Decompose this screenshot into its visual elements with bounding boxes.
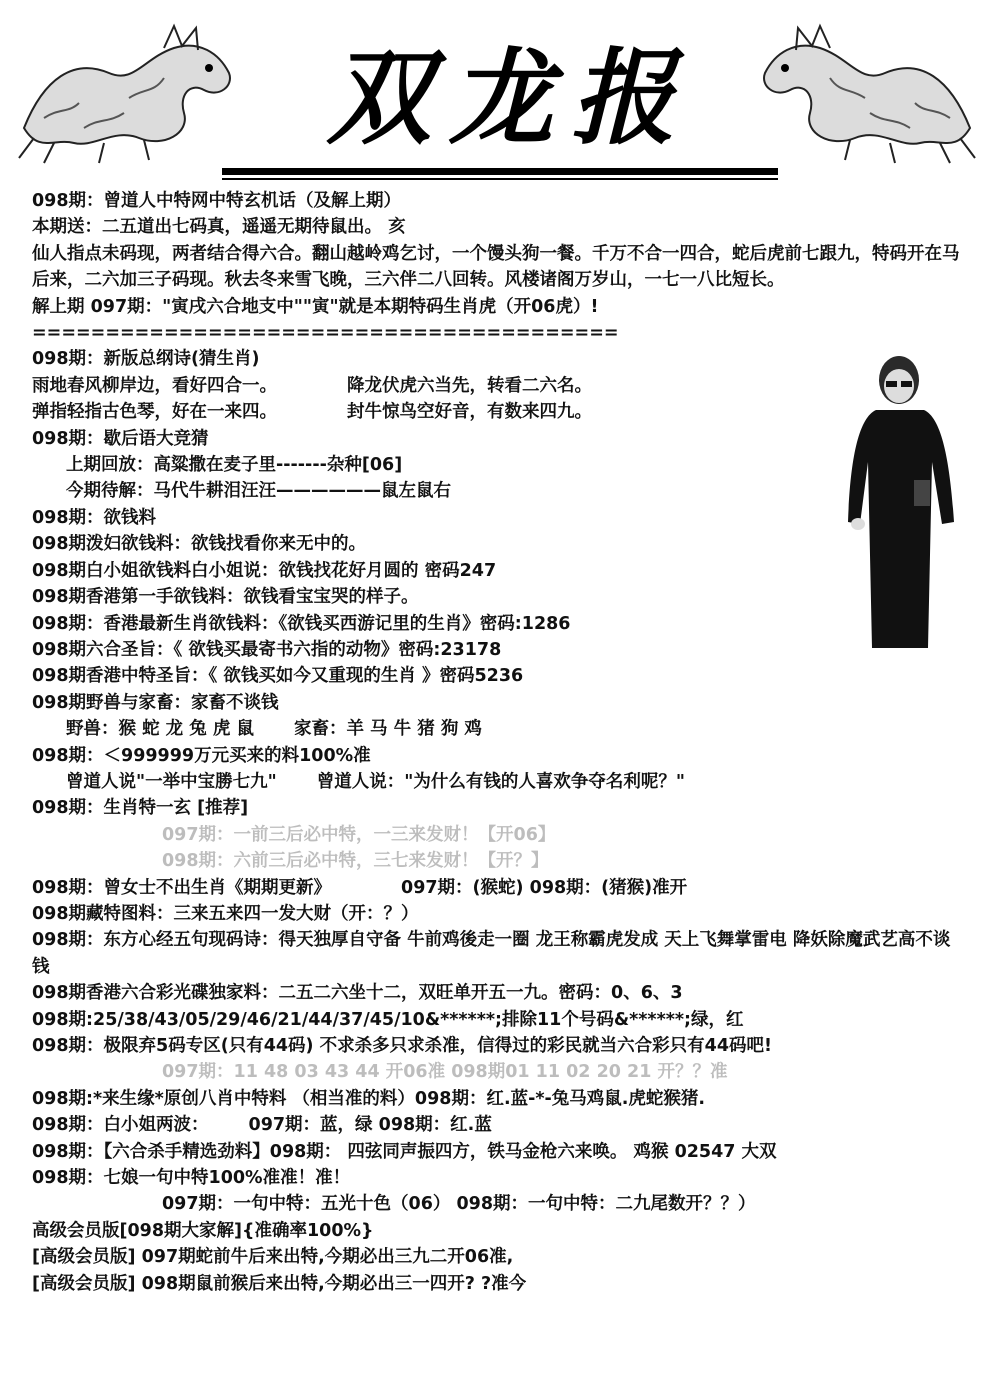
text-line: 098期泼妇欲钱料：欲钱找看你来无中的。	[32, 534, 367, 555]
text-line: 098期：香港最新生肖欲钱料：《欲钱买西游记里的生肖》密码:1286	[32, 613, 571, 634]
text-line: 098期：歇后语大竞猜	[32, 428, 209, 449]
text-line: [高级会员版] 098期鼠前猴后来出特,今期必出三一四开? ?准今	[32, 1273, 527, 1294]
text-line: 098期：＜999999万元买来的料100%准	[32, 745, 371, 766]
text-line: 上期回放：高粱撒在麦子里-------杂种[06]	[66, 455, 403, 476]
text-line: 098期：【六合杀手精选劲料】098期： 四弦同声振四方，铁马金枪六来唤。 鸡猴 02547 大双	[32, 1141, 777, 1162]
text-line: 098期：东方心经五句现码诗：得天独厚自守备 牛前鸡後走一圈 龙王称霸虎发成 天上飞舞掌雷电 降妖除魔武艺高不谈钱	[32, 930, 951, 977]
text-line: 今期待解：马代牛耕泪汪汪——————鼠左鼠右	[66, 481, 451, 502]
text-line: 098期香港中特圣旨：《 欲钱买如今又重现的生肖 》密码5236	[32, 666, 524, 687]
wild-animals: 野兽：猴 蛇 龙 兔 虎 鼠	[66, 719, 254, 740]
poem-line	[32, 373, 962, 399]
text-line: 098期香港六合彩光碟独家料：二五二六坐十二，双旺单开五一九。密码：0、6、3	[32, 983, 683, 1004]
right-text: 097期：蓝，绿 098期：红.蓝	[248, 1115, 492, 1136]
text-line: 098期香港第一手欲钱料：欲钱看宝宝哭的样子。	[32, 587, 419, 608]
text-line: 098期：七娘一句中特100%准准！准！	[32, 1168, 351, 1189]
poem-right: 封牛惊鸟空好音，有数来四九。	[347, 402, 592, 423]
quote-right: 曾道人说："为什么有钱的人喜欢争夺名利呢？"	[316, 771, 685, 792]
animal-line	[32, 716, 962, 742]
faded-line: 097期：一前三后必中特，一三来发财！【开06】	[162, 824, 556, 845]
text-line: 098期藏特图料：三来五来四一发大财（开：？）	[32, 903, 419, 924]
masthead-rule-thin	[222, 178, 778, 180]
faded-line: 098期：六前三后必中特，三七来发财！【开？】	[162, 851, 549, 872]
poem-left: 雨地春风柳岸边，看好四合一。	[32, 375, 277, 396]
text-line: 098期：极限弃5码专区(只有44码) 不求杀多只求杀准，信得过的彩民就当六合彩只有44码吧!	[32, 1036, 772, 1056]
masthead-title: 双龙报	[326, 36, 693, 159]
quote-left: 曾道人说"一举中宝勝七九"	[66, 771, 277, 792]
text-line: [高级会员版] 097期蛇前牛后来出特,今期必出三九二开06准,	[32, 1247, 514, 1268]
dragon-left-icon	[14, 18, 244, 168]
text-line: 098期白小姐欲钱料白小姐说：欲钱找花好月圆的 密码247	[32, 560, 497, 581]
poem-line	[32, 399, 962, 425]
text-line: 098期:25/38/43/05/29/46/21/44/37/45/10&******;排除11个号码&******;绿，红	[32, 1009, 744, 1030]
text-line: 098期：曾道人中特网中特玄机话（及解上期）	[32, 191, 402, 211]
masthead-header	[0, 0, 984, 185]
quote-line	[32, 769, 962, 795]
right-text: 097期：(猴蛇) 098期：(猪猴)准开	[401, 877, 688, 898]
text-line: 098期:*来生缘*原创八肖中特料 （相当准的料）098期：红.蓝-*-兔马鸡鼠.虎蛇猴猪.	[32, 1088, 706, 1109]
left-text: 098期：白小姐两波：	[32, 1115, 209, 1136]
text-line: 仙人指点未码现，两者结合得六合。翻山越岭鸡乞讨，一个馒头狗一餐。千万不合一四合，蛇后虎前七跟九，特码开在马后来，二六加三子码现。秋去冬来雪飞晚，三六伴二八回转。风楼诸阁万岁山，一七一八比短长。	[32, 243, 960, 291]
faded-line: 097期：11 48 03 43 44 开06准 098期01 11 02 20 21 开？？准	[162, 1062, 728, 1083]
text-line: 098期：新版总纲诗(猜生肖)	[32, 349, 260, 370]
text-line: 098期六合圣旨：《 欲钱买最寄书六指的动物》密码:23178	[32, 639, 502, 660]
text-line: 解上期 097期："寅戌六合地支中""寅"就是本期特码生肖虎（开06虎）!	[32, 296, 599, 317]
text-line: 高级会员版[098期大家解]{准确率100%}	[32, 1220, 374, 1241]
text-line: 098期野兽与家畜：家畜不谈钱	[32, 692, 279, 713]
text-line: 098期：生肖特一玄 [推荐]	[32, 798, 249, 819]
masthead-rule	[222, 168, 778, 175]
poem-right: 降龙伏虎六当先，转看二六名。	[347, 375, 592, 396]
separator: ========================================	[32, 323, 619, 344]
text-line	[32, 875, 962, 901]
poem-left: 弹指轻指古色琴，好在一来四。	[32, 402, 277, 423]
domestic-animals: 家畜：羊 马 牛 猪 狗 鸡	[293, 719, 482, 740]
text-line: 098期：欲钱料	[32, 507, 157, 528]
article-body	[32, 188, 962, 1297]
text-line	[32, 1112, 962, 1138]
text-line: 本期送：二五道出七码真，遥遥无期待鼠出。 亥	[32, 217, 406, 238]
text-line: 097期：一句中特：五光十色（06） 098期：一句中特：二九尾数开？？）	[162, 1194, 756, 1215]
left-text: 098期：曾女士不出生肖《期期更新》	[32, 877, 332, 898]
